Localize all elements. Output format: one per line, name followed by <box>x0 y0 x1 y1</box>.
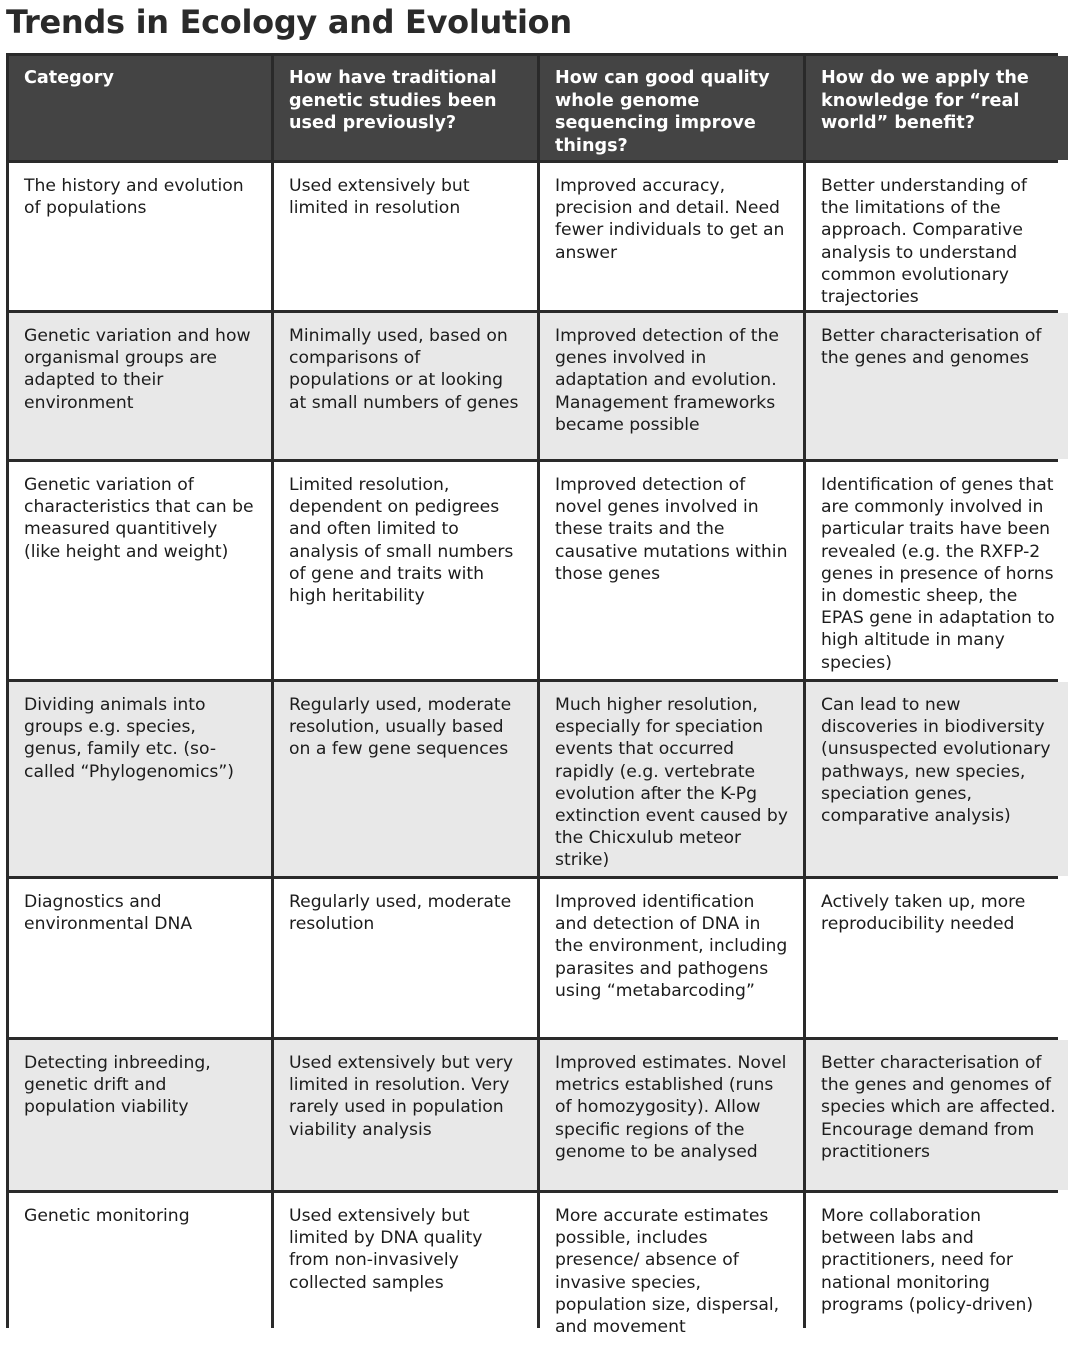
table-cell: Dividing animals into groups e.g. species, genus, family etc. (so-called “Phylogenomics”) <box>9 682 271 876</box>
table-cell: Improved identification and detection of DNA in the environment, including parasites and pathogens using “metabarcoding” <box>540 879 803 1037</box>
data-table <box>6 53 1058 1338</box>
table-cell: Regularly used, moderate resolution <box>274 879 537 1037</box>
table-cell: Improved detection of the genes involved in adaptation and evolution. Management frameworks became possible <box>540 313 803 459</box>
header-genome-sequencing: How can good quality whole genome sequencing improve things? <box>540 56 803 160</box>
table-cell: The history and evolution of populations <box>9 163 271 310</box>
table-cell: Regularly used, moderate resolution, usually based on a few gene sequences <box>274 682 537 876</box>
table-cell: Improved estimates. Novel metrics established (runs of homozygosity). Allow specific regions of the genome to be analysed <box>540 1040 803 1190</box>
table-cell: Better understanding of the limitations of the approach. Comparative analysis to understand common evolutionary trajectories <box>806 163 1068 310</box>
table-cell: Identification of genes that are commonly involved in particular traits have been revealed (e.g. the RXFP-2 genes in presence of horns in domestic sheep, the EPAS gene in adaptation to high altitude in many species) <box>806 462 1068 679</box>
table-cell: Better characterisation of the genes and genomes <box>806 313 1068 459</box>
table-cell: Used extensively but limited by DNA quality from non-invasively collected samples <box>274 1193 537 1352</box>
table-cell: Used extensively but very limited in resolution. Very rarely used in population viability analysis <box>274 1040 537 1190</box>
table-cell: Can lead to new discoveries in biodiversity (unsuspected evolutionary pathways, new species, speciation genes, comparative analysis) <box>806 682 1068 876</box>
table-cell: Detecting inbreeding, genetic drift and population viability <box>9 1040 271 1190</box>
page-title: Trends in Ecology and Evolution <box>6 3 572 41</box>
table-cell: Genetic variation and how organismal groups are adapted to their environment <box>9 313 271 459</box>
table-cell: Improved detection of novel genes involved in these traits and the causative mutations within those genes <box>540 462 803 679</box>
table-cell: Actively taken up, more reproducibility needed <box>806 879 1068 1037</box>
table-cell: Genetic variation of characteristics that can be measured quantitively (like height and weight) <box>9 462 271 679</box>
table-cell: Better characterisation of the genes and genomes of species which are affected. Encourage demand from practitioners <box>806 1040 1068 1190</box>
table-cell: Limited resolution, dependent on pedigrees and often limited to analysis of small numbers of gene and traits with high heritability <box>274 462 537 679</box>
table-cell: More collaboration between labs and practitioners, need for national monitoring programs (policy-driven) <box>806 1193 1068 1352</box>
table-cell: Minimally used, based on comparisons of populations or at looking at small numbers of genes <box>274 313 537 459</box>
table-cell: Improved accuracy, precision and detail. Need fewer individuals to get an answer <box>540 163 803 310</box>
table-cell: More accurate estimates possible, includes presence/ absence of invasive species, population size, dispersal, and movement <box>540 1193 803 1352</box>
header-traditional-studies: How have traditional genetic studies been used previously? <box>274 56 537 160</box>
header-real-world-benefit: How do we apply the knowledge for “real world” benefit? <box>806 56 1068 160</box>
table-cell: Much higher resolution, especially for speciation events that occurred rapidly (e.g. vertebrate evolution after the K-Pg extinction event caused by the Chicxulub meteor strike) <box>540 682 803 876</box>
table-cell: Diagnostics and environmental DNA <box>9 879 271 1037</box>
header-category: Category <box>9 56 271 160</box>
table-cell: Used extensively but limited in resolution <box>274 163 537 310</box>
table-cell: Genetic monitoring <box>9 1193 271 1352</box>
